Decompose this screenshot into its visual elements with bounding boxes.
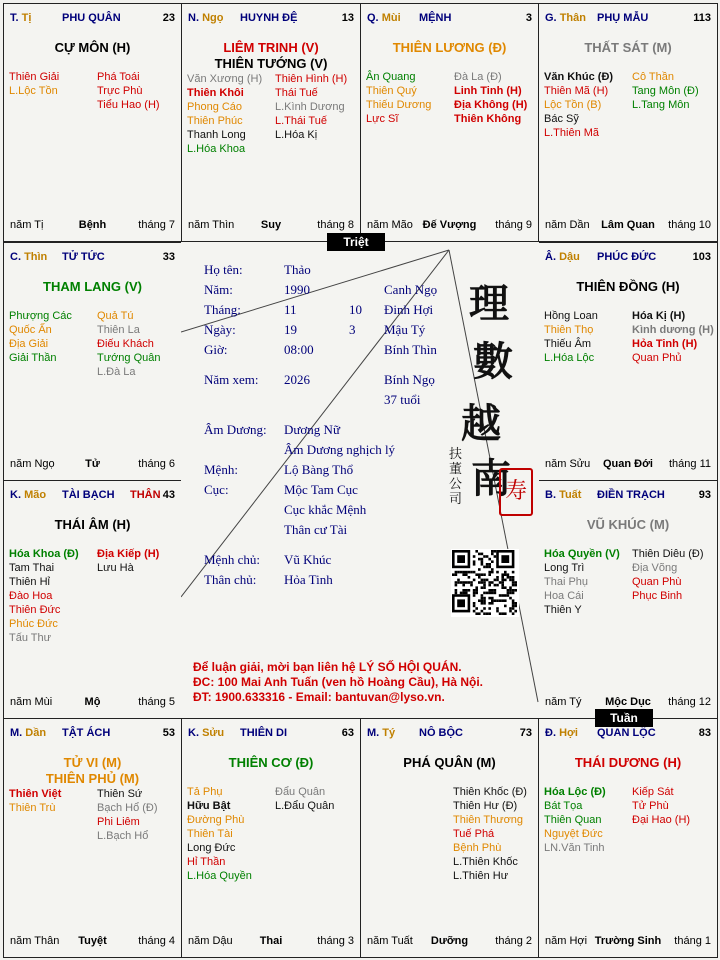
palace-footer bbox=[367, 935, 532, 948]
value-ngay-am: 3 bbox=[349, 322, 356, 337]
life-stage: Thai bbox=[259, 935, 283, 947]
minor-star: Thiên Quan bbox=[544, 814, 602, 826]
value-cuc-khac: Cục khắc Mệnh bbox=[284, 502, 367, 517]
palace-header bbox=[188, 727, 354, 741]
minor-star: Thai Phụ bbox=[544, 576, 589, 588]
minor-star: Thanh Long bbox=[187, 129, 246, 141]
palace-footer bbox=[10, 935, 175, 948]
palace-chi: Mùi bbox=[381, 12, 401, 24]
life-stage: Suy bbox=[260, 219, 282, 231]
than-badge: THÂN bbox=[130, 489, 161, 501]
palace-name: PHỤ MẪU bbox=[597, 12, 649, 24]
minor-star: Địa Không (H) bbox=[454, 99, 528, 111]
palace-year: năm Dậu bbox=[188, 935, 233, 947]
major-star: THÁI ÂM (H) bbox=[54, 517, 131, 532]
minor-star: Hóa Quyền (V) bbox=[544, 548, 620, 560]
palace-cell[interactable] bbox=[538, 3, 718, 242]
minor-star: Thiếu Âm bbox=[544, 338, 592, 350]
palace-chi: Dần bbox=[25, 727, 47, 739]
major-star: THAM LANG (V) bbox=[43, 279, 142, 294]
palace-month: tháng 8 bbox=[317, 219, 354, 231]
palace-chi: Thìn bbox=[24, 251, 48, 263]
minor-star: Quan Phủ bbox=[632, 352, 682, 364]
palace-can: T. bbox=[10, 12, 19, 24]
minor-star: Bát Tọa bbox=[544, 800, 583, 812]
minor-star: Địa Võng bbox=[632, 562, 678, 574]
minor-star: L.Đà La bbox=[97, 366, 136, 378]
value-gio: 08:00 bbox=[284, 342, 314, 357]
palace-footer bbox=[10, 219, 175, 232]
minor-star: Hữu Bật bbox=[187, 800, 231, 812]
minor-star: Hoa Cái bbox=[544, 590, 584, 602]
minor-star: Thiên Hỉ bbox=[9, 576, 50, 588]
palace-chi: Mão bbox=[24, 489, 47, 501]
palace-year: năm Tị bbox=[10, 219, 44, 231]
palace-number: 13 bbox=[341, 12, 354, 24]
minor-star: Tả Phụ bbox=[187, 786, 223, 798]
minor-star: Đường Phù bbox=[187, 814, 245, 826]
palace-cell[interactable] bbox=[538, 718, 718, 958]
palace-footer bbox=[10, 696, 175, 709]
palace-chi: Tuất bbox=[559, 489, 582, 501]
logo-char-2: 數 bbox=[473, 338, 513, 385]
value-nam-xem-can-chi: Bính Ngọ bbox=[384, 372, 435, 387]
value-am-duong: Dương Nữ bbox=[284, 422, 340, 437]
life-stage: Trường Sinh bbox=[594, 935, 662, 947]
minor-star: Địa Giải bbox=[9, 338, 49, 350]
value-than-cu: Thân cư Tài bbox=[284, 522, 348, 537]
minor-star: L.Kình Dương bbox=[275, 101, 345, 113]
minor-star: Nguyệt Đức bbox=[544, 828, 603, 840]
minor-star: Thiên Việt bbox=[9, 788, 62, 800]
palace-footer bbox=[188, 219, 354, 232]
value-nam-xem: 2026 bbox=[284, 372, 310, 387]
palace-can: Q. bbox=[367, 12, 379, 24]
palace-name: TÀI BẠCH bbox=[62, 489, 115, 501]
palace-year: năm Tý bbox=[545, 696, 582, 708]
palace-year: năm Dần bbox=[545, 219, 590, 231]
palace-header bbox=[545, 12, 711, 26]
minor-star: Phúc Đức bbox=[9, 618, 58, 630]
minor-star: L.Thiên Hư bbox=[453, 870, 509, 882]
label-am-duong: Âm Dương: bbox=[204, 422, 267, 437]
minor-star: Hỏa Tinh (H) bbox=[632, 338, 698, 350]
minor-star: Quan Phù bbox=[632, 576, 682, 588]
palace-can: K. bbox=[10, 489, 21, 501]
minor-star: Thiên Sứ bbox=[97, 788, 143, 800]
palace-month: tháng 1 bbox=[674, 935, 711, 947]
palace-header bbox=[10, 489, 175, 503]
value-than-chu: Hỏa Tinh bbox=[284, 572, 333, 587]
minor-star: Đẩu Quân bbox=[275, 786, 326, 798]
minor-star: Thiên Hư (Đ) bbox=[453, 800, 518, 812]
minor-star: Thiên Khôi bbox=[187, 87, 244, 99]
palace-number: 33 bbox=[162, 251, 175, 263]
logo-side-text: 扶董公司 bbox=[449, 447, 463, 507]
minor-star: Đại Hao (H) bbox=[632, 814, 691, 826]
palace-header bbox=[545, 489, 711, 503]
minor-star: Hóa Kị (H) bbox=[632, 310, 686, 322]
life-stage: Tuyệt bbox=[78, 935, 107, 947]
palace-name: THIÊN DI bbox=[240, 727, 288, 739]
minor-star: Thiên Y bbox=[544, 604, 582, 616]
minor-star: Bệnh Phù bbox=[453, 842, 502, 854]
palace-can: N. bbox=[188, 12, 199, 24]
minor-star: Điếu Khách bbox=[97, 338, 154, 350]
minor-star: L.Hóa Quyền bbox=[187, 870, 252, 882]
palace-header bbox=[367, 12, 532, 26]
minor-star: Thiên Mã (H) bbox=[544, 85, 609, 97]
value-thang-am: 10 bbox=[349, 302, 362, 317]
palace-header bbox=[10, 251, 175, 265]
palace-cell[interactable] bbox=[3, 242, 182, 481]
contact-line-1: Để luận giải, mời bạn liên hệ LÝ SỐ HỘI QUÁN. bbox=[193, 660, 462, 674]
minor-star: Trực Phù bbox=[97, 85, 143, 97]
value-thang-can-chi: Đinh Hợi bbox=[384, 302, 434, 317]
minor-star: Bác Sỹ bbox=[544, 113, 579, 125]
value-ngay-can-chi: Mậu Tý bbox=[384, 322, 426, 337]
minor-star: Phá Toái bbox=[97, 71, 140, 83]
palace-cell[interactable] bbox=[360, 3, 539, 242]
palace-year: năm Hợi bbox=[545, 935, 588, 947]
minor-star: Thiên Trù bbox=[9, 802, 56, 814]
major-star: THÁI DƯƠNG (H) bbox=[574, 755, 682, 770]
major-star: LIÊM TRINH (V) bbox=[223, 40, 319, 55]
palace-name: NÔ BỘC bbox=[419, 727, 463, 739]
label-ho-ten: Họ tên: bbox=[204, 262, 243, 277]
minor-star: Phục Binh bbox=[632, 590, 683, 602]
palace-month: tháng 4 bbox=[138, 935, 175, 947]
minor-star: Tam Thai bbox=[9, 562, 55, 574]
minor-star: L.Lộc Tồn bbox=[9, 85, 58, 97]
palace-header bbox=[10, 727, 175, 741]
minor-star: Thiên Diêu (Đ) bbox=[632, 548, 704, 560]
palace-cell[interactable] bbox=[181, 3, 361, 242]
major-star: THIÊN CƠ (Đ) bbox=[228, 755, 314, 770]
palace-month: tháng 7 bbox=[138, 219, 175, 231]
center-info-panel bbox=[181, 242, 539, 718]
palace-name: PHÚC ĐỨC bbox=[597, 251, 657, 263]
palace-number: 73 bbox=[519, 727, 532, 739]
major-star: PHÁ QUÂN (M) bbox=[403, 755, 496, 770]
major-star: THIÊN ĐỒNG (H) bbox=[576, 279, 680, 294]
minor-star: Tướng Quân bbox=[97, 352, 161, 364]
palace-footer bbox=[10, 458, 175, 471]
life-stage: Đế Vượng bbox=[422, 219, 477, 231]
palace-chi: Sửu bbox=[202, 727, 225, 739]
label-cuc: Cục: bbox=[204, 482, 229, 497]
palace-footer bbox=[545, 696, 711, 709]
life-stage: Lâm Quan bbox=[601, 219, 655, 231]
palace-cell[interactable] bbox=[181, 718, 361, 958]
palace-cell[interactable] bbox=[3, 718, 182, 958]
palace-number: 43 bbox=[162, 489, 175, 501]
minor-star: Hóa Lộc (Đ) bbox=[544, 786, 606, 798]
logo-char-1: 理 bbox=[469, 280, 509, 327]
minor-star: L.Hóa Kị bbox=[275, 129, 318, 141]
minor-star: Thái Tuế bbox=[275, 87, 318, 99]
palace-header bbox=[545, 251, 711, 265]
minor-star: Tiểu Hao (H) bbox=[97, 99, 160, 111]
major-star: THẤT SÁT (M) bbox=[584, 40, 672, 55]
palace-year: năm Sửu bbox=[545, 458, 591, 470]
palace-name: PHU QUÂN bbox=[62, 12, 121, 24]
minor-star: Thiên Khốc (Đ) bbox=[453, 786, 527, 798]
palace-month: tháng 11 bbox=[668, 458, 711, 470]
palace-year: năm Tuất bbox=[367, 935, 413, 947]
palace-name: TẬT ÁCH bbox=[62, 727, 111, 739]
life-stage: Tử bbox=[85, 458, 100, 470]
palace-year: năm Mùi bbox=[10, 696, 53, 708]
palace-name: HUYNH ĐỆ bbox=[240, 12, 298, 24]
minor-star: Thiên Thương bbox=[453, 814, 524, 826]
value-thang: 11 bbox=[284, 302, 297, 317]
contact-line-2: ĐC: 100 Mai Anh Tuấn (ven hồ Hoàng Cầu), Hà Nội. bbox=[193, 675, 484, 689]
minor-star: Lộc Tồn (B) bbox=[544, 99, 602, 111]
life-stage: Mộ bbox=[84, 696, 101, 708]
palace-name: TỬ TỨC bbox=[62, 251, 105, 263]
palace-header bbox=[188, 12, 354, 26]
minor-star: Tang Môn (Đ) bbox=[632, 85, 699, 97]
palace-can: K. bbox=[188, 727, 199, 739]
palace-month: tháng 12 bbox=[668, 696, 711, 708]
label-gio: Giờ: bbox=[204, 342, 228, 357]
minor-star: Kiếp Sát bbox=[632, 786, 674, 798]
minor-star: Tử Phù bbox=[632, 800, 669, 812]
minor-star: Kình dương (H) bbox=[632, 324, 714, 336]
minor-star: Phi Liêm bbox=[97, 816, 140, 828]
label-nam: Năm: bbox=[204, 282, 233, 297]
major-star: VŨ KHÚC (M) bbox=[586, 517, 670, 532]
major-star: THIÊN LƯƠNG (Đ) bbox=[392, 40, 507, 55]
major-star: THIÊN PHỦ (M) bbox=[45, 771, 140, 786]
life-stage: Bệnh bbox=[78, 219, 107, 231]
triet-marker: Triệt bbox=[327, 233, 385, 251]
palace-can: C. bbox=[10, 251, 21, 263]
palace-chi: Ngọ bbox=[202, 12, 224, 24]
value-menh: Lộ Bàng Thổ bbox=[284, 462, 354, 477]
minor-star: Hóa Khoa (Đ) bbox=[9, 548, 79, 560]
qr-code-icon[interactable] bbox=[451, 549, 519, 617]
palace-chi: Thân bbox=[559, 12, 586, 24]
palace-chi: Tị bbox=[21, 12, 32, 24]
palace-footer bbox=[367, 219, 532, 232]
minor-star: Long Trì bbox=[544, 562, 585, 574]
minor-star: L.Bạch Hổ bbox=[97, 830, 149, 842]
minor-star: Thiên Không bbox=[454, 113, 522, 125]
palace-number: 63 bbox=[341, 727, 354, 739]
value-tuoi: 37 tuổi bbox=[384, 392, 421, 407]
life-stage: Quan Đới bbox=[603, 458, 653, 470]
life-stage: Dưỡng bbox=[430, 935, 469, 947]
palace-cell[interactable] bbox=[538, 242, 718, 481]
minor-star: L.Đẩu Quân bbox=[275, 800, 335, 812]
palace-chi: Hợi bbox=[559, 727, 578, 739]
palace-year: năm Thân bbox=[10, 935, 60, 947]
value-am-duong-ly: Âm Dương nghịch lý bbox=[284, 442, 396, 457]
minor-star: Văn Xương (H) bbox=[187, 73, 263, 85]
palace-footer bbox=[545, 935, 711, 948]
minor-star: Thiên Giải bbox=[9, 71, 60, 83]
contact-line-3: ĐT: 1900.633316 - Email: bantuvan@lyso.vn. bbox=[193, 690, 445, 704]
label-ngay: Ngày: bbox=[204, 322, 236, 337]
minor-star: Thiếu Dương bbox=[366, 99, 432, 111]
value-gio-can-chi: Bính Thìn bbox=[384, 342, 437, 357]
palace-number: 113 bbox=[693, 12, 711, 24]
palace-can: B. bbox=[545, 489, 556, 501]
minor-star: Hỉ Thần bbox=[187, 856, 226, 868]
minor-star: Quốc Ấn bbox=[9, 324, 52, 336]
palace-number: 103 bbox=[692, 251, 711, 263]
palace-number: 23 bbox=[162, 12, 175, 24]
palace-year: năm Ngọ bbox=[10, 458, 55, 470]
tuan-marker: Tuần bbox=[595, 709, 653, 727]
major-star: TỬ VI (M) bbox=[63, 755, 122, 770]
minor-star: Địa Kiếp (H) bbox=[97, 548, 160, 560]
value-cuc: Mộc Tam Cục bbox=[284, 482, 358, 497]
palace-month: tháng 10 bbox=[668, 219, 711, 231]
palace-cell[interactable] bbox=[538, 480, 718, 719]
palace-can: M. bbox=[10, 727, 23, 739]
logo-char-4: 南 bbox=[471, 455, 511, 502]
palace-chi: Tý bbox=[382, 727, 396, 739]
minor-star: Thiên Thọ bbox=[544, 324, 594, 336]
label-menh: Mệnh: bbox=[204, 462, 238, 477]
minor-star: Thiên Quý bbox=[366, 85, 417, 97]
minor-star: L.Tang Môn bbox=[632, 99, 690, 111]
minor-star: L.Thiên Khốc bbox=[453, 856, 518, 868]
palace-footer bbox=[545, 458, 711, 471]
minor-star: L.Hóa Khoa bbox=[187, 143, 246, 155]
value-nam: 1990 bbox=[284, 282, 310, 297]
minor-star: Thiên Hình (H) bbox=[275, 73, 348, 85]
minor-star: Tuế Phá bbox=[453, 828, 495, 840]
palace-name: ĐIỀN TRẠCH bbox=[597, 489, 665, 501]
label-menh-chu: Mệnh chủ: bbox=[204, 552, 260, 567]
minor-star: Quả Tú bbox=[97, 310, 134, 322]
minor-star: Thiên Tài bbox=[187, 828, 233, 840]
minor-star: Đào Hoa bbox=[9, 590, 53, 602]
label-nam-xem: Năm xem: bbox=[204, 372, 259, 387]
minor-star: Tấu Thư bbox=[9, 632, 52, 644]
palace-name: QUAN LỘC bbox=[597, 727, 656, 739]
palace-month: tháng 9 bbox=[495, 219, 532, 231]
palace-name: MỆNH bbox=[419, 12, 452, 24]
palace-number: 93 bbox=[698, 489, 711, 501]
minor-star: Đà La (Đ) bbox=[454, 71, 502, 83]
value-ho-ten: Thảo bbox=[284, 262, 311, 277]
minor-star: L.Thái Tuế bbox=[275, 115, 327, 127]
palace-header bbox=[545, 727, 711, 741]
palace-month: tháng 2 bbox=[495, 935, 532, 947]
value-menh-chu: Vũ Khúc bbox=[284, 552, 332, 567]
major-star: THIÊN TƯỚNG (V) bbox=[214, 56, 328, 71]
value-nam-can-chi: Canh Ngọ bbox=[384, 282, 438, 297]
minor-star: Văn Khúc (Đ) bbox=[544, 71, 614, 83]
minor-star: Phong Cáo bbox=[187, 101, 243, 113]
palace-number: 53 bbox=[162, 727, 175, 739]
label-than-chu: Thân chủ: bbox=[204, 572, 257, 587]
palace-month: tháng 6 bbox=[138, 458, 175, 470]
palace-header bbox=[10, 12, 175, 26]
palace-can: M. bbox=[367, 727, 380, 739]
palace-year: năm Thìn bbox=[188, 219, 235, 231]
palace-footer bbox=[545, 219, 711, 232]
palace-cell[interactable] bbox=[360, 718, 539, 958]
major-star: CỰ MÔN (H) bbox=[54, 40, 131, 55]
minor-star: L.Hóa Lộc bbox=[544, 352, 595, 364]
palace-year: năm Mão bbox=[367, 219, 413, 231]
minor-star: Bạch Hổ (Đ) bbox=[97, 802, 158, 814]
minor-star: L.Thiên Mã bbox=[544, 127, 600, 139]
minor-star: Cô Thần bbox=[632, 71, 674, 83]
minor-star: Linh Tinh (H) bbox=[454, 85, 522, 97]
palace-header bbox=[367, 727, 532, 741]
palace-number: 3 bbox=[525, 12, 532, 24]
palace-cell[interactable] bbox=[3, 3, 182, 242]
red-seal-icon: 寿 bbox=[499, 468, 533, 516]
minor-star: Thiên Phúc bbox=[187, 115, 243, 127]
palace-can: Â. bbox=[545, 251, 556, 263]
minor-star: Lưu Hà bbox=[97, 562, 134, 574]
minor-star: Thiên Đức bbox=[9, 604, 61, 616]
palace-chi: Dậu bbox=[559, 251, 580, 263]
logo-char-3: 越 bbox=[461, 400, 501, 447]
palace-month: tháng 3 bbox=[317, 935, 354, 947]
label-thang: Tháng: bbox=[204, 302, 241, 317]
palace-can: Đ. bbox=[545, 727, 556, 739]
value-ngay: 19 bbox=[284, 322, 297, 337]
minor-star: Phượng Các bbox=[9, 310, 72, 322]
palace-cell[interactable] bbox=[3, 480, 182, 719]
life-stage: Mộc Dục bbox=[605, 696, 651, 708]
minor-star: Ân Quang bbox=[366, 71, 416, 83]
minor-star: Giải Thần bbox=[9, 352, 57, 364]
palace-number: 83 bbox=[698, 727, 711, 739]
palace-footer bbox=[188, 935, 354, 948]
palace-month: tháng 5 bbox=[138, 696, 175, 708]
palace-can: G. bbox=[545, 12, 557, 24]
minor-star: Hồng Loan bbox=[544, 310, 598, 322]
minor-star: LN.Văn Tinh bbox=[544, 842, 605, 854]
minor-star: Thiên La bbox=[97, 324, 140, 336]
minor-star: Lực Sĩ bbox=[366, 113, 399, 125]
minor-star: Long Đức bbox=[187, 842, 236, 854]
